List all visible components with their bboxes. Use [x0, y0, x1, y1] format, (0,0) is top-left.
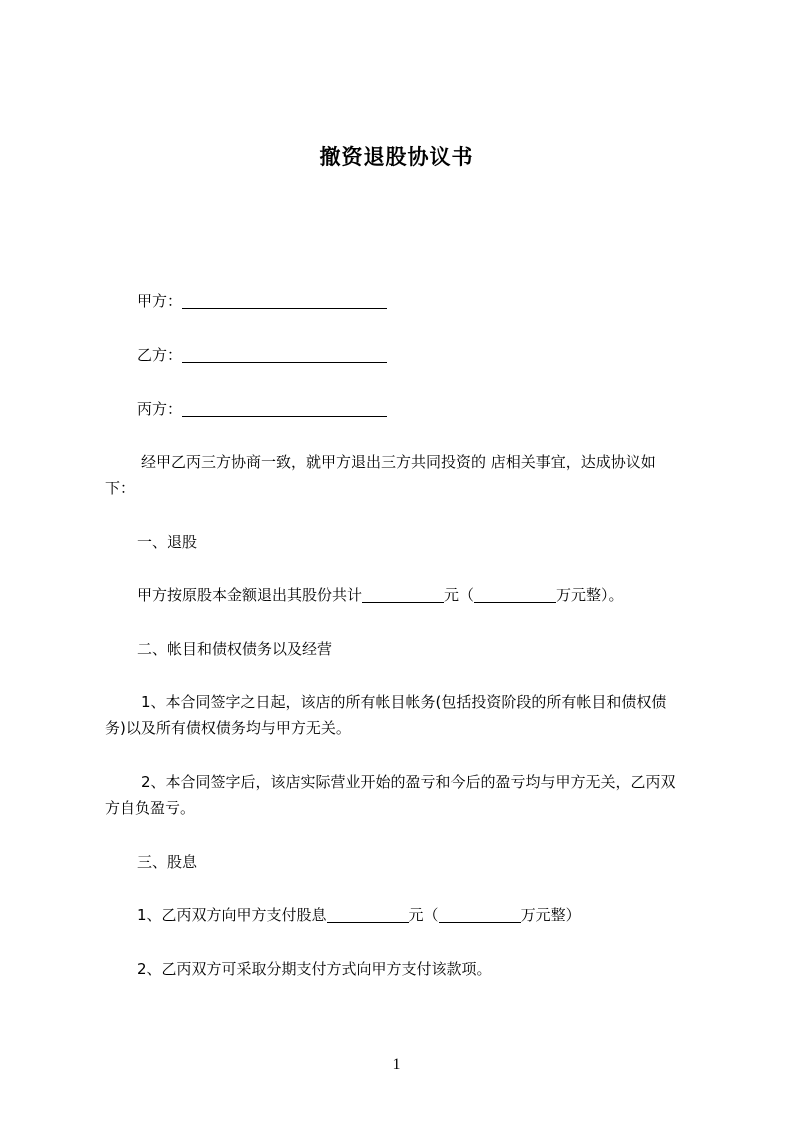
section1-text-mid: 元（	[444, 586, 475, 604]
party-b-row	[105, 341, 737, 369]
section3-item1	[105, 901, 737, 929]
section2-item2-line2: 方自负盈亏。	[105, 799, 196, 817]
section1-text-before: 甲方按原股本金额退出其股份共计	[137, 586, 363, 604]
section3-item2: 2、乙丙双方可采取分期支付方式向甲方支付该款项。	[137, 960, 492, 978]
section1-text-after: 万元整）。	[556, 586, 624, 604]
party-b-blank[interactable]	[182, 344, 387, 363]
section2-item1-line1: 1、本合同签字之日起，该店的所有帐目帐务(包括投资阶段的所有帐目和债权债	[141, 693, 667, 711]
dividend-amount-wan-blank[interactable]	[439, 904, 521, 923]
section3-item1-before: 1、乙丙双方向甲方支付股息	[137, 906, 327, 924]
dividend-amount-blank[interactable]	[327, 904, 409, 923]
party-a-row	[105, 287, 737, 315]
section1-heading: 一、退股	[137, 533, 198, 551]
party-b-label: 乙方：	[137, 346, 183, 364]
party-c-row	[105, 395, 737, 423]
section3-item1-mid: 元（	[408, 906, 439, 924]
party-a-label: 甲方：	[137, 292, 183, 310]
section2-heading: 二、帐目和债权债务以及经营	[137, 640, 333, 658]
section2-item1-line2: 务)以及所有债权债务均与甲方无关。	[105, 719, 351, 737]
share-amount-wan-blank[interactable]	[474, 584, 556, 603]
intro-line-1: 经甲乙丙三方协商一致，就甲方退出三方共同投资的 店相关事宜，达成协议如	[141, 453, 656, 471]
section3-item1-after: 万元整）	[520, 906, 581, 924]
share-amount-blank[interactable]	[362, 584, 444, 603]
section3-heading: 三、股息	[137, 853, 198, 871]
section1-text	[105, 581, 737, 609]
party-c-label: 丙方：	[137, 400, 183, 418]
page-number: 1	[392, 1056, 401, 1073]
party-c-blank[interactable]	[182, 398, 387, 417]
party-a-blank[interactable]	[182, 290, 387, 309]
document-title: 撤资退股协议书	[319, 145, 474, 169]
section2-item2-line1: 2、本合同签字后，该店实际营业开始的盈亏和今后的盈亏均与甲方无关，乙丙双	[141, 773, 676, 791]
intro-line-2: 下：	[105, 479, 136, 497]
